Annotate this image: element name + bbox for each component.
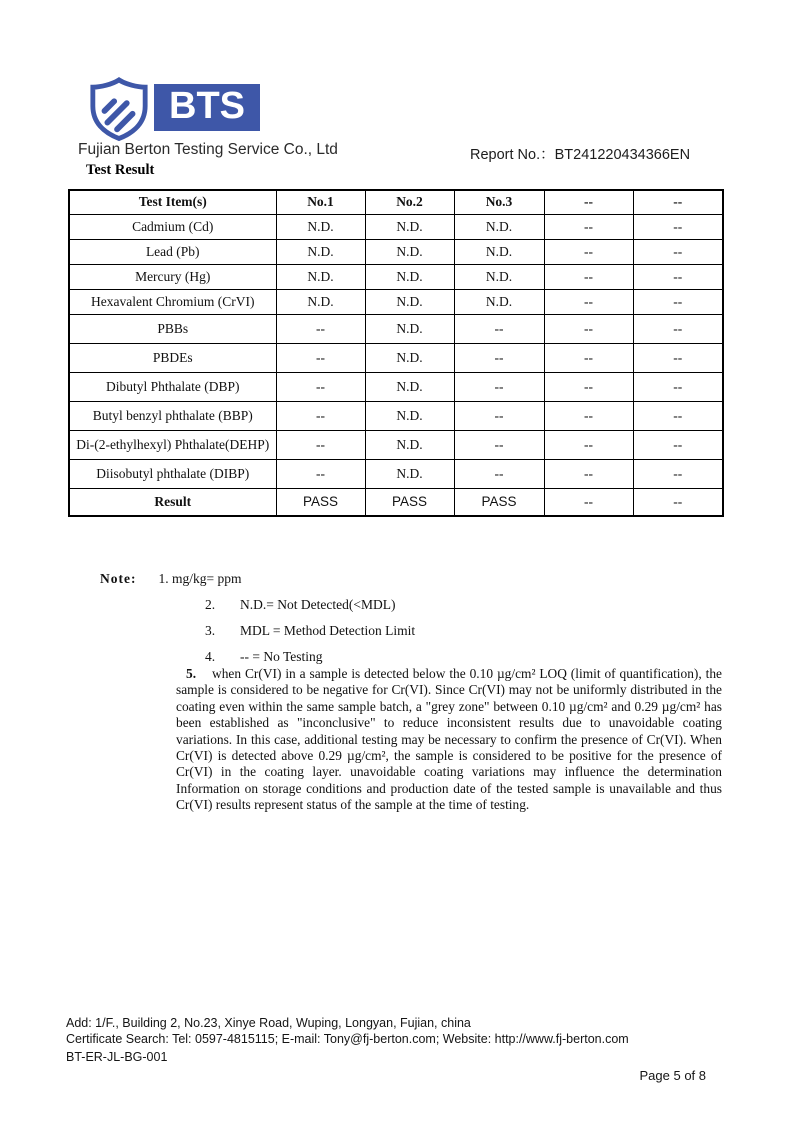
note-item-5-number: 5. [186,666,197,681]
result-value-cell: -- [633,372,723,401]
test-item-cell: Mercury (Hg) [69,264,276,289]
test-item-cell: Lead (Pb) [69,239,276,264]
result-value-cell: -- [633,401,723,430]
result-value-cell: N.D. [276,214,365,239]
result-value-cell: PASS [276,488,365,516]
table-row [69,214,723,239]
result-value-cell: -- [454,343,544,372]
result-value-cell: N.D. [365,214,454,239]
result-value-cell: N.D. [276,239,365,264]
note-item-5-text: when Cr(VI) in a sample is detected below the 0.10 µg/cm² LOQ (limit of quantification), the sample is considered to be negative for Cr(VI). Since Cr(VI) may not be uniformly distributed in the coating even within the same sample batch, a "grey zone" between 0.10 µg/cm² and 0.29 µg/cm² has been established as "inconclusive" to reduce inconsistent results due to unavoidable coating variations. In this case, additional testing may be necessary to confirm the presence of Cr(VI). When Cr(VI) is detected above 0.29 µg/cm², the sample is considered to be positive for the presence of Cr(VI) in the coating layer. unavoidable coating variations may influence the determination Information on storage conditions and production date of the tested sample is unavailable and thus Cr(VI) results represent status of the sample at the time of testing. [176,666,722,813]
result-value-cell: -- [633,459,723,488]
result-value-cell: PASS [365,488,454,516]
result-value-cell: -- [454,314,544,343]
note-item-4-text: -- = No Testing [240,649,323,664]
result-value-cell: -- [544,264,633,289]
page-footer [66,1015,706,1084]
note-item-5 [176,666,722,814]
test-result-table [68,189,724,517]
test-result-table-body [69,214,723,516]
note-item-3-text: MDL = Method Detection Limit [240,623,416,638]
header-cell-no1: No.1 [276,190,365,214]
test-item-cell: Result [69,488,276,516]
shield-icon [88,76,150,142]
report-number-line [470,143,690,164]
report-no-value: BT241220434366EN [554,147,691,163]
result-value-cell: N.D. [454,239,544,264]
footer-contact: Certificate Search: Tel: 0597-4815115; E-mail: Tony@fj-berton.com; Website: http://www.fj-berton.com [66,1032,629,1046]
result-value-cell: N.D. [276,264,365,289]
result-value-cell: N.D. [454,264,544,289]
note-item-4 [205,649,323,665]
note-item-3 [205,623,415,639]
table-row [69,264,723,289]
test-item-cell: PBDEs [69,343,276,372]
result-value-cell: -- [276,314,365,343]
result-value-cell: N.D. [365,401,454,430]
result-value-cell: N.D. [365,459,454,488]
note-label: Note: [100,571,137,586]
test-item-cell: Hexavalent Chromium (CrVI) [69,289,276,314]
result-value-cell: -- [633,430,723,459]
section-title: Test Result [86,162,155,178]
result-value-cell: -- [633,264,723,289]
result-value-cell: -- [454,401,544,430]
result-value-cell: -- [633,289,723,314]
header-cell-blank2: -- [633,190,723,214]
result-value-cell: -- [544,488,633,516]
note-item-4-number: 4. [205,649,216,664]
result-value-cell: N.D. [454,214,544,239]
table-row [69,459,723,488]
result-value-cell: N.D. [365,430,454,459]
header-cell-blank1: -- [544,190,633,214]
result-value-cell: -- [544,214,633,239]
result-value-cell: -- [544,372,633,401]
page-indicator: Page 5 of 8 [639,1068,706,1083]
result-value-cell: N.D. [365,314,454,343]
header-cell-test-items: Test Item(s) [69,190,276,214]
result-value-cell: -- [276,401,365,430]
bts-wordmark: BTS [154,84,260,131]
brand-logo [88,76,260,142]
table-row [69,289,723,314]
test-result-table-wrap [68,189,722,517]
table-row [69,343,723,372]
result-value-cell: N.D. [276,289,365,314]
note-item-2-text: N.D.= Not Detected(<MDL) [240,597,396,612]
footer-address: Add: 1/F., Building 2, No.23, Xinye Road, Wuping, Longyan, Fujian, china [66,1016,471,1030]
test-item-cell: Di-(2-ethylhexyl) Phthalate(DEHP) [69,430,276,459]
note-item-2-number: 2. [205,597,216,612]
result-value-cell: -- [544,401,633,430]
result-value-cell: N.D. [365,343,454,372]
table-row [69,488,723,516]
test-item-cell: Cadmium (Cd) [69,214,276,239]
result-value-cell: N.D. [365,289,454,314]
table-header-row [69,190,723,214]
result-value-cell: -- [633,214,723,239]
test-item-cell: Dibutyl Phthalate (DBP) [69,372,276,401]
table-row [69,430,723,459]
result-value-cell: -- [276,430,365,459]
test-item-cell: Butyl benzyl phthalate (BBP) [69,401,276,430]
result-value-cell: -- [633,239,723,264]
table-row [69,401,723,430]
result-value-cell: -- [276,372,365,401]
table-row [69,314,723,343]
header-cell-no2: No.2 [365,190,454,214]
company-name: Fujian Berton Testing Service Co., Ltd [78,141,338,158]
result-value-cell: N.D. [365,372,454,401]
result-value-cell: -- [454,430,544,459]
result-value-cell: -- [544,430,633,459]
test-item-cell: PBBs [69,314,276,343]
result-value-cell: N.D. [454,289,544,314]
result-value-cell: -- [633,488,723,516]
report-no-label: Report No.： [470,147,555,163]
result-value-cell: -- [276,459,365,488]
result-value-cell: -- [454,459,544,488]
result-value-cell: -- [544,343,633,372]
header-cell-no3: No.3 [454,190,544,214]
result-value-cell: N.D. [365,264,454,289]
note-item-3-number: 3. [205,623,216,638]
result-value-cell: -- [276,343,365,372]
result-value-cell: N.D. [365,239,454,264]
table-row [69,239,723,264]
result-value-cell: -- [633,314,723,343]
note-item-2 [205,597,395,613]
note-item-1-text: 1. mg/kg= ppm [158,571,242,586]
result-value-cell: -- [454,372,544,401]
result-value-cell: -- [544,289,633,314]
result-value-cell: -- [544,314,633,343]
footer-doc-code: BT-ER-JL-BG-001 [66,1050,168,1064]
result-value-cell: -- [544,239,633,264]
test-item-cell: Diisobutyl phthalate (DIBP) [69,459,276,488]
result-value-cell: PASS [454,488,544,516]
result-value-cell: -- [544,459,633,488]
table-row [69,372,723,401]
result-value-cell: -- [633,343,723,372]
note-item-1 [100,571,241,587]
